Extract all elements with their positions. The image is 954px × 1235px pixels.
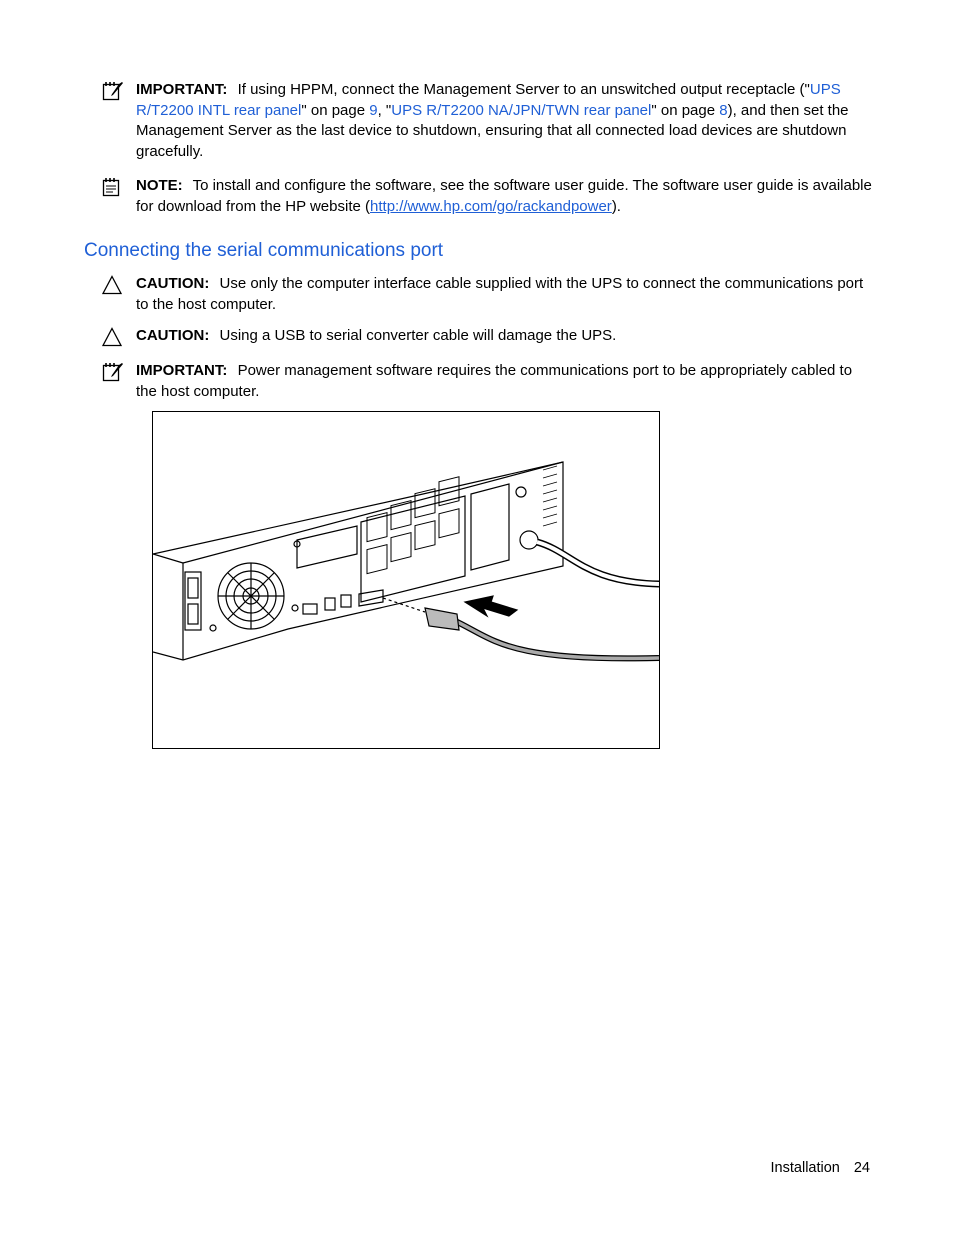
caution-label: CAUTION: [136,327,210,344]
caution-triangle-icon [102,275,124,295]
note-text: " on page [301,101,370,119]
footer-section: Installation [770,1160,840,1176]
note-text: ). [611,197,621,215]
section-heading: Connecting the serial communications port [84,240,444,261]
serial-cable [453,620,659,658]
important-note-hppm [102,80,872,162]
important-note-icon [102,81,124,101]
caution-text: Use only the computer interface cable supplied with the UPS to connect the communications port to the host computer. [136,275,864,313]
note-text: ), and then set the Management Server as the last device to shutdown, ensuring that all connected load devices are shutdown gracefully. [136,101,849,160]
insert-direction-arrow [465,596,517,616]
caution-text: Using a USB to serial converter cable will damage the UPS. [219,327,617,344]
page-number: 24 [853,1160,870,1176]
hp-website-link[interactable]: http://www.hp.com/go/rackandpower [370,197,612,215]
note-text: To install and configure the software, see the software user guide. The software user guide is available for download from the HP website ( [136,177,872,215]
rear-panel-na-link[interactable]: UPS R/T2200 NA/JPN/TWN rear panel [391,101,652,119]
note-text: If using HPPM, connect the Management Server to an unswitched output receptacle (" [237,81,810,98]
note-text: " on page [651,101,720,119]
caution-triangle-icon [102,327,124,347]
note-text: , " [377,101,392,119]
ups-serial-connection-illustration [153,412,659,748]
serial-connector [425,608,459,630]
page-footer [771,1158,870,1179]
ups-rear-panel-figure [152,411,660,749]
important-label: IMPORTANT: [136,362,228,379]
important-text: Power management software requires the communications port to be appropriately cabled to the host computer. [136,362,853,400]
software-note [102,176,872,217]
caution-cable [102,274,872,315]
important-note-cabling [102,361,872,402]
page-9-link[interactable]: 9 [369,101,378,119]
important-note-icon [102,362,124,382]
caution-label: CAUTION: [136,275,210,292]
page-8-link[interactable]: 8 [719,101,728,119]
note-icon [102,177,124,197]
caution-usb [102,326,872,347]
note-label: NOTE: [136,177,183,194]
important-label: IMPORTANT: [136,81,228,98]
rear-panel-intl-link[interactable]: UPS R/T2200 INTL rear panel [136,81,841,119]
